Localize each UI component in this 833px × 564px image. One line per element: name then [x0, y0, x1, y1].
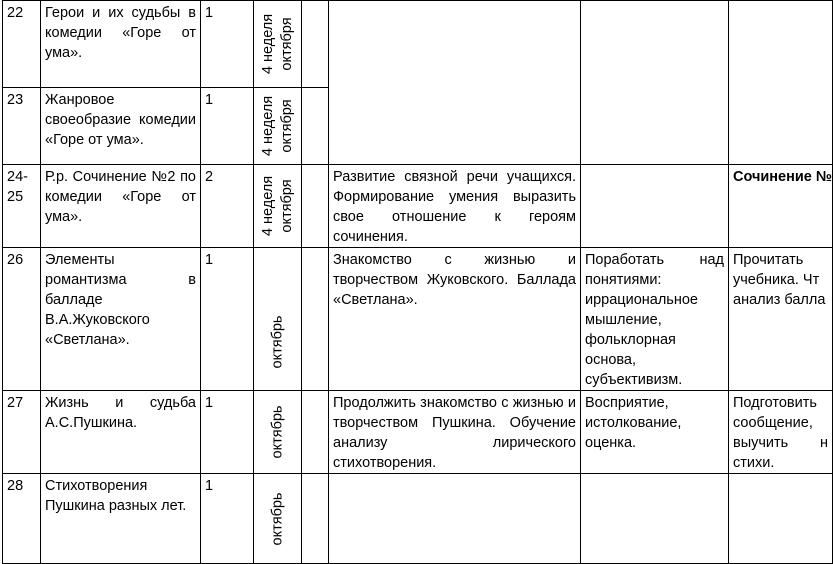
lesson-date	[254, 391, 302, 474]
lesson-concepts: Поработать над понятиями: иррациональное мышление, фольклорная основа, субъективизм.	[581, 248, 729, 391]
lesson-date	[254, 474, 302, 564]
homework-essay: Сочинение №	[733, 169, 833, 185]
empty-cell	[302, 248, 329, 391]
lesson-concepts	[581, 1, 729, 165]
lesson-hours: 1	[201, 474, 254, 564]
date-week: 4 неделя	[259, 175, 276, 237]
lesson-homework	[729, 1, 833, 165]
date-month: октябрь	[269, 315, 285, 369]
empty-cell	[302, 391, 329, 474]
lesson-concepts	[581, 165, 729, 248]
lesson-activity	[329, 1, 581, 165]
lesson-date	[254, 248, 302, 391]
lesson-homework	[729, 165, 833, 248]
lesson-activity: Знакомство с жизнью и творчеством Жуковского. Баллада «Светлана».	[329, 248, 581, 391]
lesson-concepts: Восприятие, истолкование, оценка.	[581, 391, 729, 474]
date-week: 4 неделя	[259, 13, 276, 75]
empty-cell	[302, 165, 329, 248]
lesson-hours: 1	[201, 248, 254, 391]
table-row	[3, 391, 833, 474]
lesson-hours: 1	[201, 88, 254, 165]
lesson-date	[254, 165, 302, 248]
lesson-concepts	[581, 474, 729, 564]
lesson-number: 28	[3, 474, 41, 564]
table-row	[3, 474, 833, 564]
date-month: октябрь	[269, 492, 285, 545]
date-month: октябрь	[269, 405, 285, 459]
lesson-plan-table	[2, 0, 833, 564]
lesson-number: 26	[3, 248, 41, 391]
lesson-homework	[729, 474, 833, 564]
date-month: октября	[278, 17, 295, 71]
lesson-number-text: 24-25	[7, 169, 28, 205]
lesson-hours: 2	[201, 165, 254, 248]
lesson-hours: 1	[201, 1, 254, 88]
date-month: октября	[278, 99, 295, 153]
table-row	[3, 248, 833, 391]
empty-cell	[302, 88, 329, 165]
lesson-homework: Подготовить сообщение, выучить н стихи.	[729, 391, 833, 474]
lesson-topic: Жизнь и судьба А.С.Пушкина.	[41, 391, 201, 474]
lesson-date	[254, 88, 302, 165]
table-row	[3, 165, 833, 248]
lesson-homework: Прочитать учебника. Чт анализ балла	[729, 248, 833, 391]
lesson-hours: 1	[201, 391, 254, 474]
lesson-topic: Стихотворения Пушкина разных лет.	[41, 474, 201, 564]
lesson-number: 22	[3, 1, 41, 88]
empty-cell	[302, 1, 329, 88]
lesson-topic: Герои и их судьбы в комедии «Горе от ума».	[41, 1, 201, 88]
lesson-number: 27	[3, 391, 41, 474]
lesson-number: 23	[3, 88, 41, 165]
lesson-activity: Развитие связной речи учащихся. Формирование умения выразить свое отношение к героям сочинения.	[329, 165, 581, 248]
lesson-topic: Жанровое своеобразие комедии «Горе от ума».	[41, 88, 201, 165]
lesson-activity	[329, 474, 581, 564]
table-row	[3, 1, 833, 88]
empty-cell	[302, 474, 329, 564]
lesson-number	[3, 165, 41, 248]
date-month: октября	[278, 179, 295, 233]
lesson-activity: Продолжить знакомство с жизнью и творчеством Пушкина. Обучение анализу лирического стихотворения.	[329, 391, 581, 474]
date-week: 4 неделя	[259, 95, 276, 157]
lesson-topic: Р.р. Сочинение №2 по комедии «Горе от ума».	[41, 165, 201, 248]
lesson-topic: Элементы романтизма в балладе В.А.Жуковского «Светлана».	[41, 248, 201, 391]
lesson-date	[254, 1, 302, 88]
